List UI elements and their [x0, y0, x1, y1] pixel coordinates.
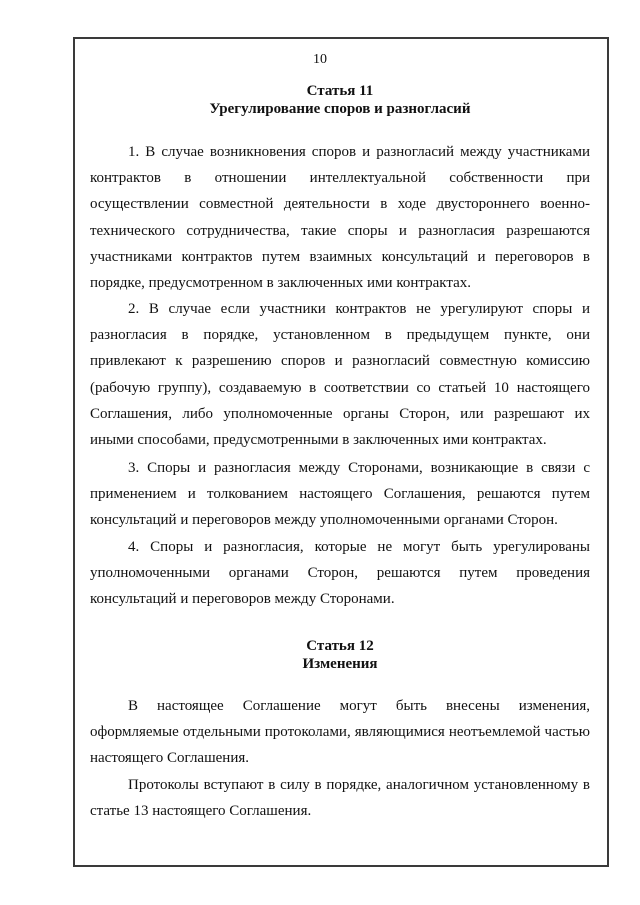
article-11-paragraph-3: 3. Споры и разногласия между Сторонами, возникающие в связи с применением и толкованием настоящего Соглашения, решаются путем консультаций и переговоров между уполномоченными органами Сторон.	[90, 460, 590, 529]
article-12-paragraph-1: В настоящее Соглашение могут быть внесены изменения, оформляемые отдельными протоколами, являющимися неотъемлемой частью настоящего Соглашения.	[90, 698, 590, 767]
article-11-paragraph-4: 4. Споры и разногласия, которые не могут быть урегулированы уполномоченными органами Сторон, решаются путем проведения консультаций и переговоров между Сторонами.	[90, 539, 590, 608]
article-11-subtitle: Урегулирование споров и разногласий	[209, 101, 471, 117]
article-12-paragraph-2: Протоколы вступают в силу в порядке, аналогичном установленному в статье 13 настоящего Соглашения.	[90, 777, 590, 820]
article-12-heading	[90, 637, 590, 673]
article-12-title: Статья 12	[306, 638, 374, 654]
article-11-title: Статья 11	[306, 83, 374, 99]
article-12-subtitle: Изменения	[302, 656, 378, 672]
page-number: 10	[313, 52, 327, 67]
article-11-paragraph-1: 1. В случае возникновения споров и разногласий между участниками контрактов в отношении интеллектуальной собственности при осуществлении совместной деятельности в ходе двустороннего военно-технического сотрудничества, такие споры и разногласия разрешаются участниками контрактов путем взаимных консультаций и переговоров в порядке, предусмотренном в заключенных ими контрактах.	[90, 144, 590, 292]
article-11-paragraph-2: 2. В случае если участники контрактов не урегулируют споры и разногласия в порядке, установленном в предыдущем пункте, они привлекают к разрешению споров и разногласий совместную комиссию (рабочую группу), создаваемую в соответствии со статьей 10 настоящего Соглашения, либо уполномоченные органы Сторон, или разрешают их иными способами, предусмотренными в заключенных ими контрактах.	[90, 301, 590, 449]
article-11-heading	[90, 82, 590, 118]
